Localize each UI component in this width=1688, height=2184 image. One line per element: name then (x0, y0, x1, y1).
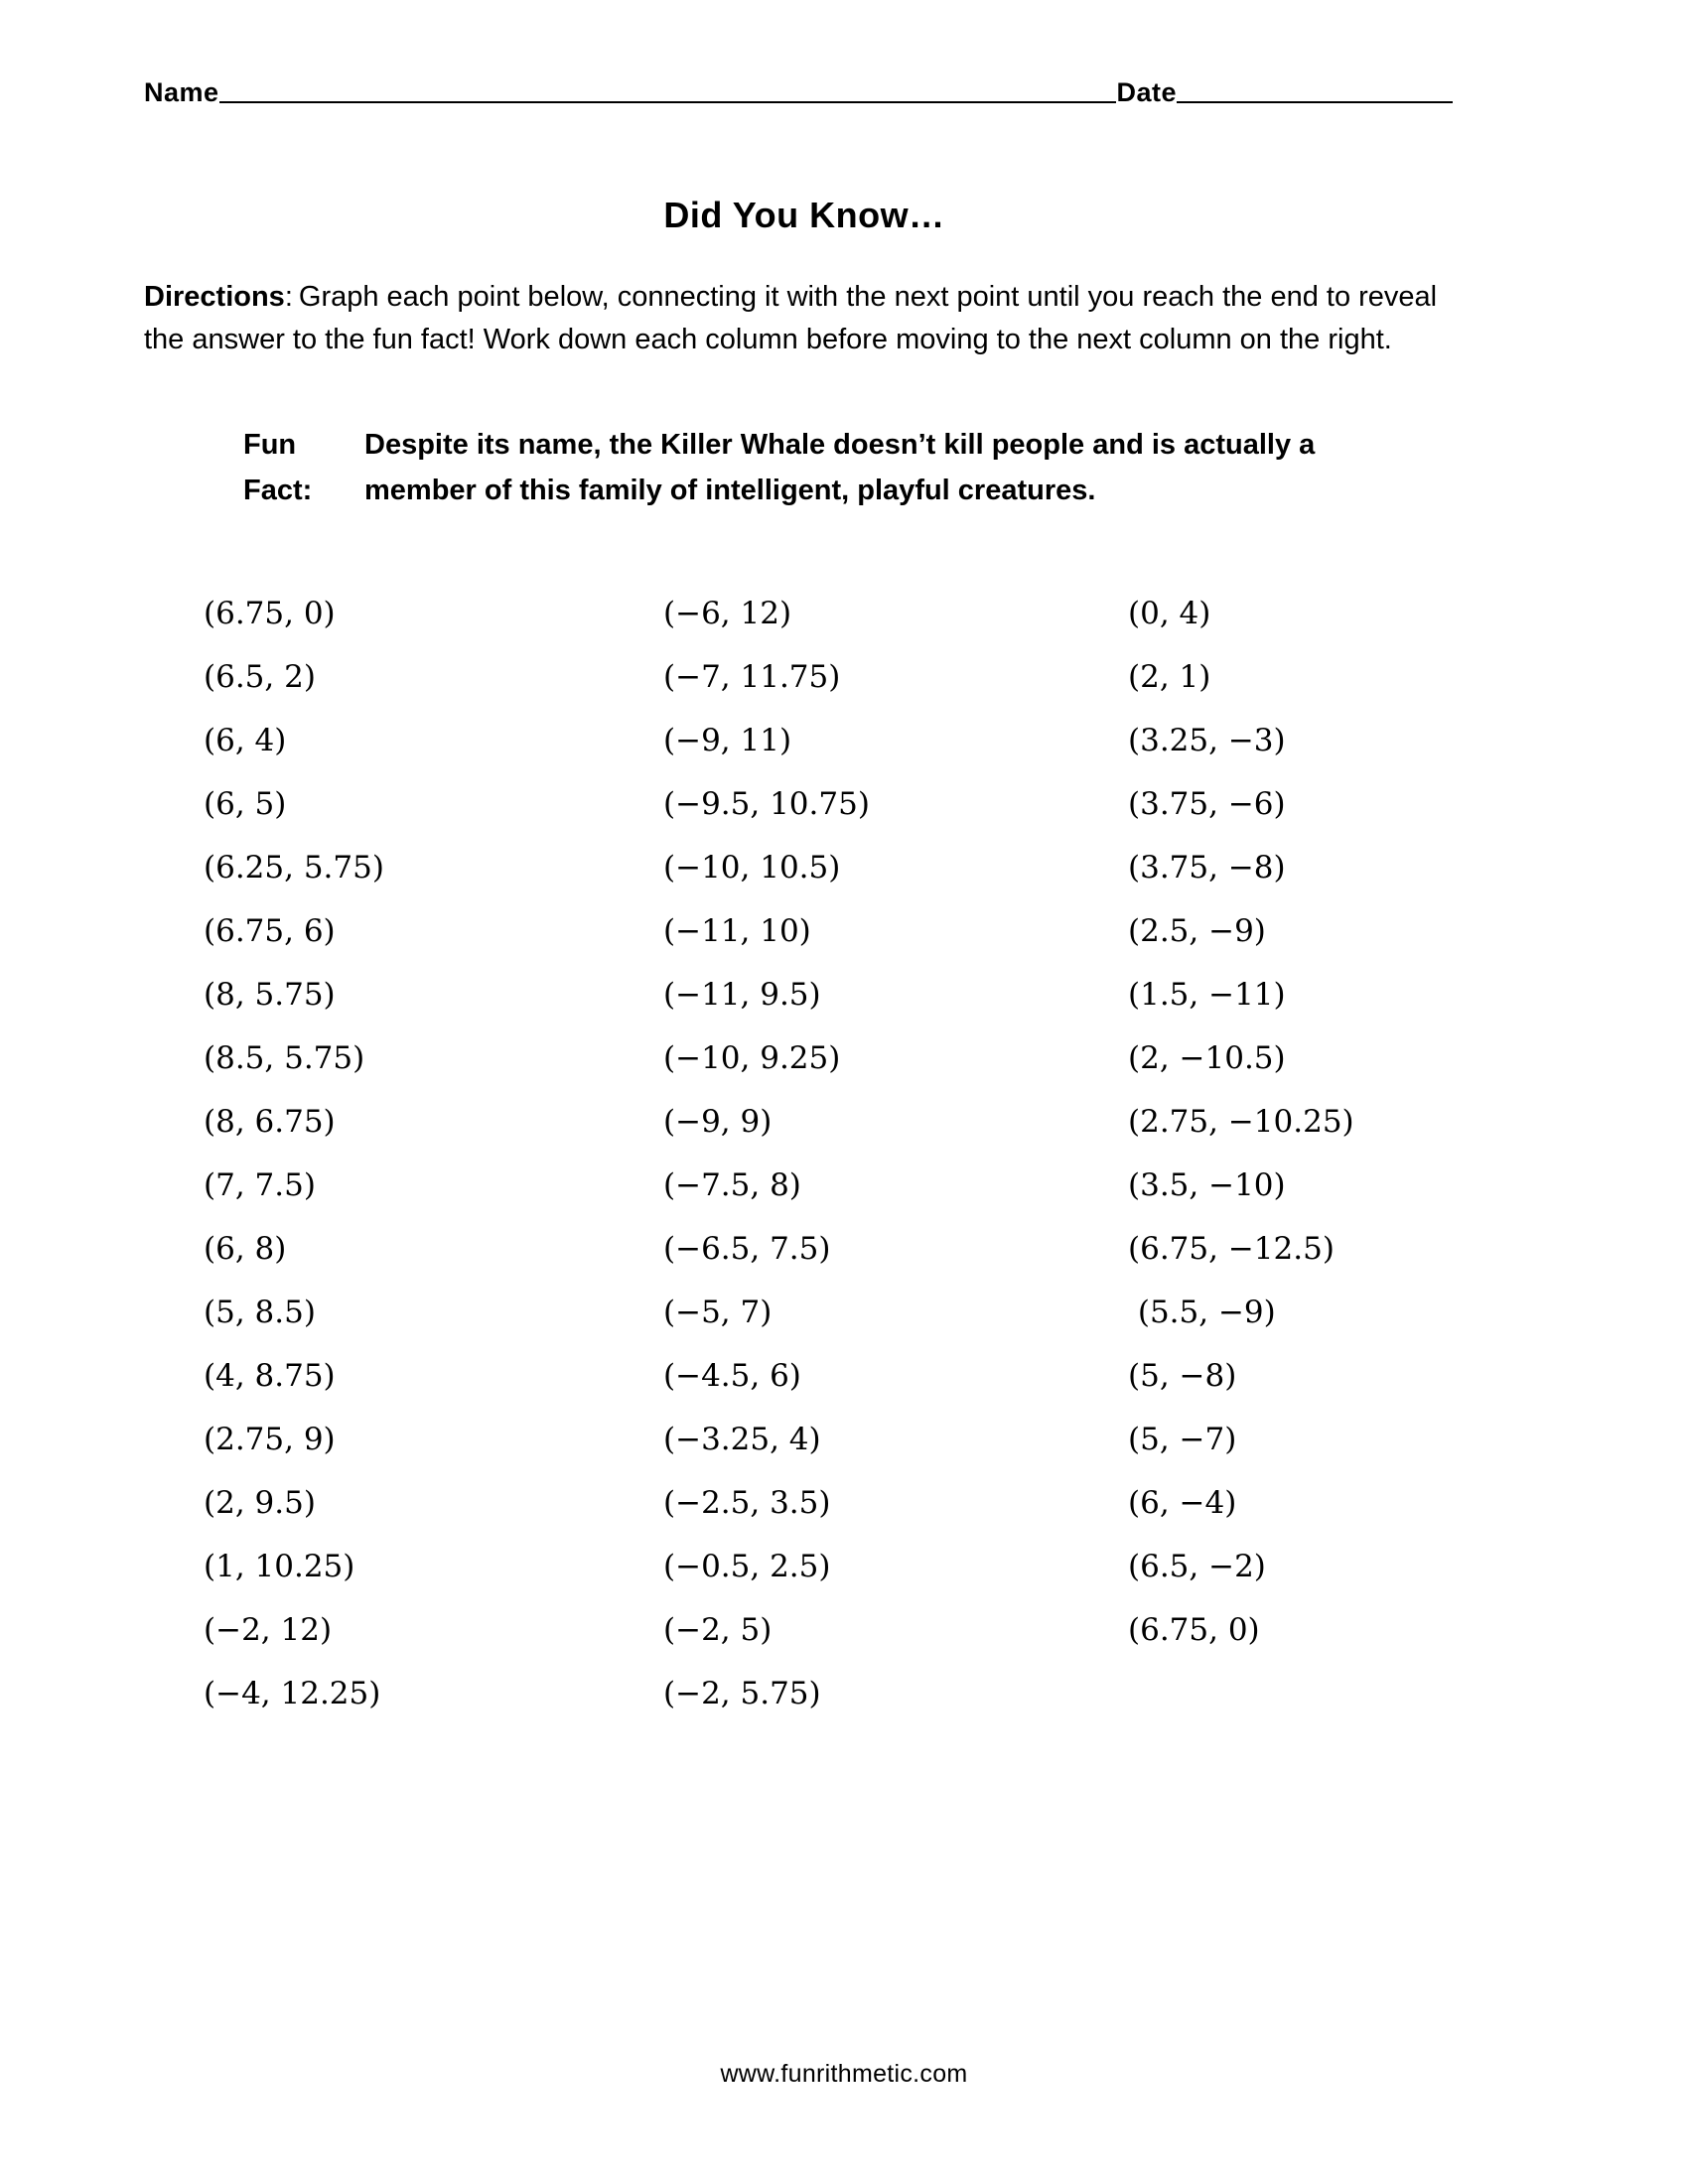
coordinate-point: (−2.5, 3.5) (663, 1485, 831, 1521)
coordinate-point: (3.5, −10) (1128, 1167, 1286, 1203)
directions-text: Graph each point below, connecting it with the next point until you reach the end to reveal the answer to the fun fact! Work down each column before moving to the next column on the right. (144, 281, 1438, 355)
coordinate-point: (5.5, −9) (1128, 1295, 1276, 1330)
name-date-row (144, 77, 1453, 108)
coordinate-point: (6, 8) (204, 1231, 287, 1267)
coordinate-point: (−7, 11.75) (663, 659, 841, 695)
coordinate-point: (6.75, 0) (1128, 1612, 1260, 1648)
coordinate-point: (2.75, −10.25) (1128, 1104, 1354, 1140)
coordinate-point: (3.25, −3) (1128, 723, 1286, 758)
points-column-2 (663, 594, 1128, 1737)
footer-url: www.funrithmetic.com (720, 2060, 968, 2088)
directions-label: Directions (144, 281, 285, 313)
coordinate-point: (−10, 10.5) (663, 850, 841, 886)
coordinate-point: (8.5, 5.75) (204, 1040, 365, 1076)
coordinate-point: (3.75, −6) (1128, 786, 1286, 822)
date-blank-line (1177, 101, 1453, 103)
coordinate-point: (1, 10.25) (204, 1549, 355, 1584)
page-title: Did You Know… (663, 195, 945, 235)
coordinate-point: (8, 6.75) (204, 1104, 336, 1140)
coordinate-point: (6, 5) (204, 786, 287, 822)
coordinate-point: (1.5, −11) (1128, 977, 1286, 1013)
coordinate-point: (−2, 12) (204, 1612, 333, 1648)
coordinate-point: (−4, 12.25) (204, 1676, 381, 1711)
coordinate-point: (2.75, 9) (204, 1422, 336, 1457)
coordinate-point: (3.75, −8) (1128, 850, 1286, 886)
coordinate-point: (5, −7) (1128, 1422, 1237, 1457)
directions-paragraph (144, 276, 1470, 361)
coordinate-point: (6.5, 2) (204, 659, 316, 695)
coordinate-point: (6, 4) (204, 723, 287, 758)
coordinate-point: (5, 8.5) (204, 1295, 316, 1330)
coordinate-point: (−10, 9.25) (663, 1040, 841, 1076)
coordinate-point: (2, 1) (1128, 659, 1211, 695)
coordinate-point: (4, 8.75) (204, 1358, 336, 1394)
coordinate-point: (−6.5, 7.5) (663, 1231, 831, 1267)
coordinate-point: (−0.5, 2.5) (663, 1549, 831, 1584)
coordinate-point: (6.75, −12.5) (1128, 1231, 1335, 1267)
coordinate-point: (6.75, 0) (204, 596, 336, 631)
coordinate-point: (8, 5.75) (204, 977, 336, 1013)
name-blank-line (219, 101, 1117, 103)
coordinate-point: (6.5, −2) (1128, 1549, 1266, 1584)
date-label: Date (1116, 77, 1177, 107)
coordinate-point: (−5, 7) (663, 1295, 773, 1330)
coordinate-point: (−9.5, 10.75) (663, 786, 870, 822)
points-column-1 (204, 594, 663, 1737)
coordinate-point: (2, 9.5) (204, 1485, 316, 1521)
coordinate-point: (7, 7.5) (204, 1167, 316, 1203)
points-column-3 (1128, 594, 1589, 1674)
coordinate-point: (−9, 9) (663, 1104, 773, 1140)
coordinate-point: (6.75, 6) (204, 913, 336, 949)
coordinate-point: (−3.25, 4) (663, 1422, 821, 1457)
coordinate-points-grid (204, 594, 1589, 1737)
coordinate-point: (−11, 9.5) (663, 977, 821, 1013)
fun-fact-label: Fun Fact: (243, 429, 313, 506)
name-label: Name (144, 77, 219, 107)
coordinate-point: (−6, 12) (663, 596, 792, 631)
coordinate-point: (5, −8) (1128, 1358, 1237, 1394)
coordinate-point: (−7.5, 8) (663, 1167, 801, 1203)
fun-fact-block (243, 422, 1372, 513)
coordinate-point: (−11, 10) (663, 913, 811, 949)
directions-colon: : (284, 281, 293, 313)
coordinate-point: (−2, 5) (663, 1612, 773, 1648)
coordinate-point: (−2, 5.75) (663, 1676, 821, 1711)
coordinate-point: (2, −10.5) (1128, 1040, 1286, 1076)
coordinate-point: (2.5, −9) (1128, 913, 1266, 949)
coordinate-point: (−4.5, 6) (663, 1358, 801, 1394)
fun-fact-text: Despite its name, the Killer Whale doesn’t kill people and is actually a member of this family of intelligent, playful creatures. (364, 429, 1316, 506)
coordinate-point: (−9, 11) (663, 723, 792, 758)
coordinate-point: (6.25, 5.75) (204, 850, 384, 886)
coordinate-point: (6, −4) (1128, 1485, 1237, 1521)
coordinate-point: (0, 4) (1128, 596, 1211, 631)
